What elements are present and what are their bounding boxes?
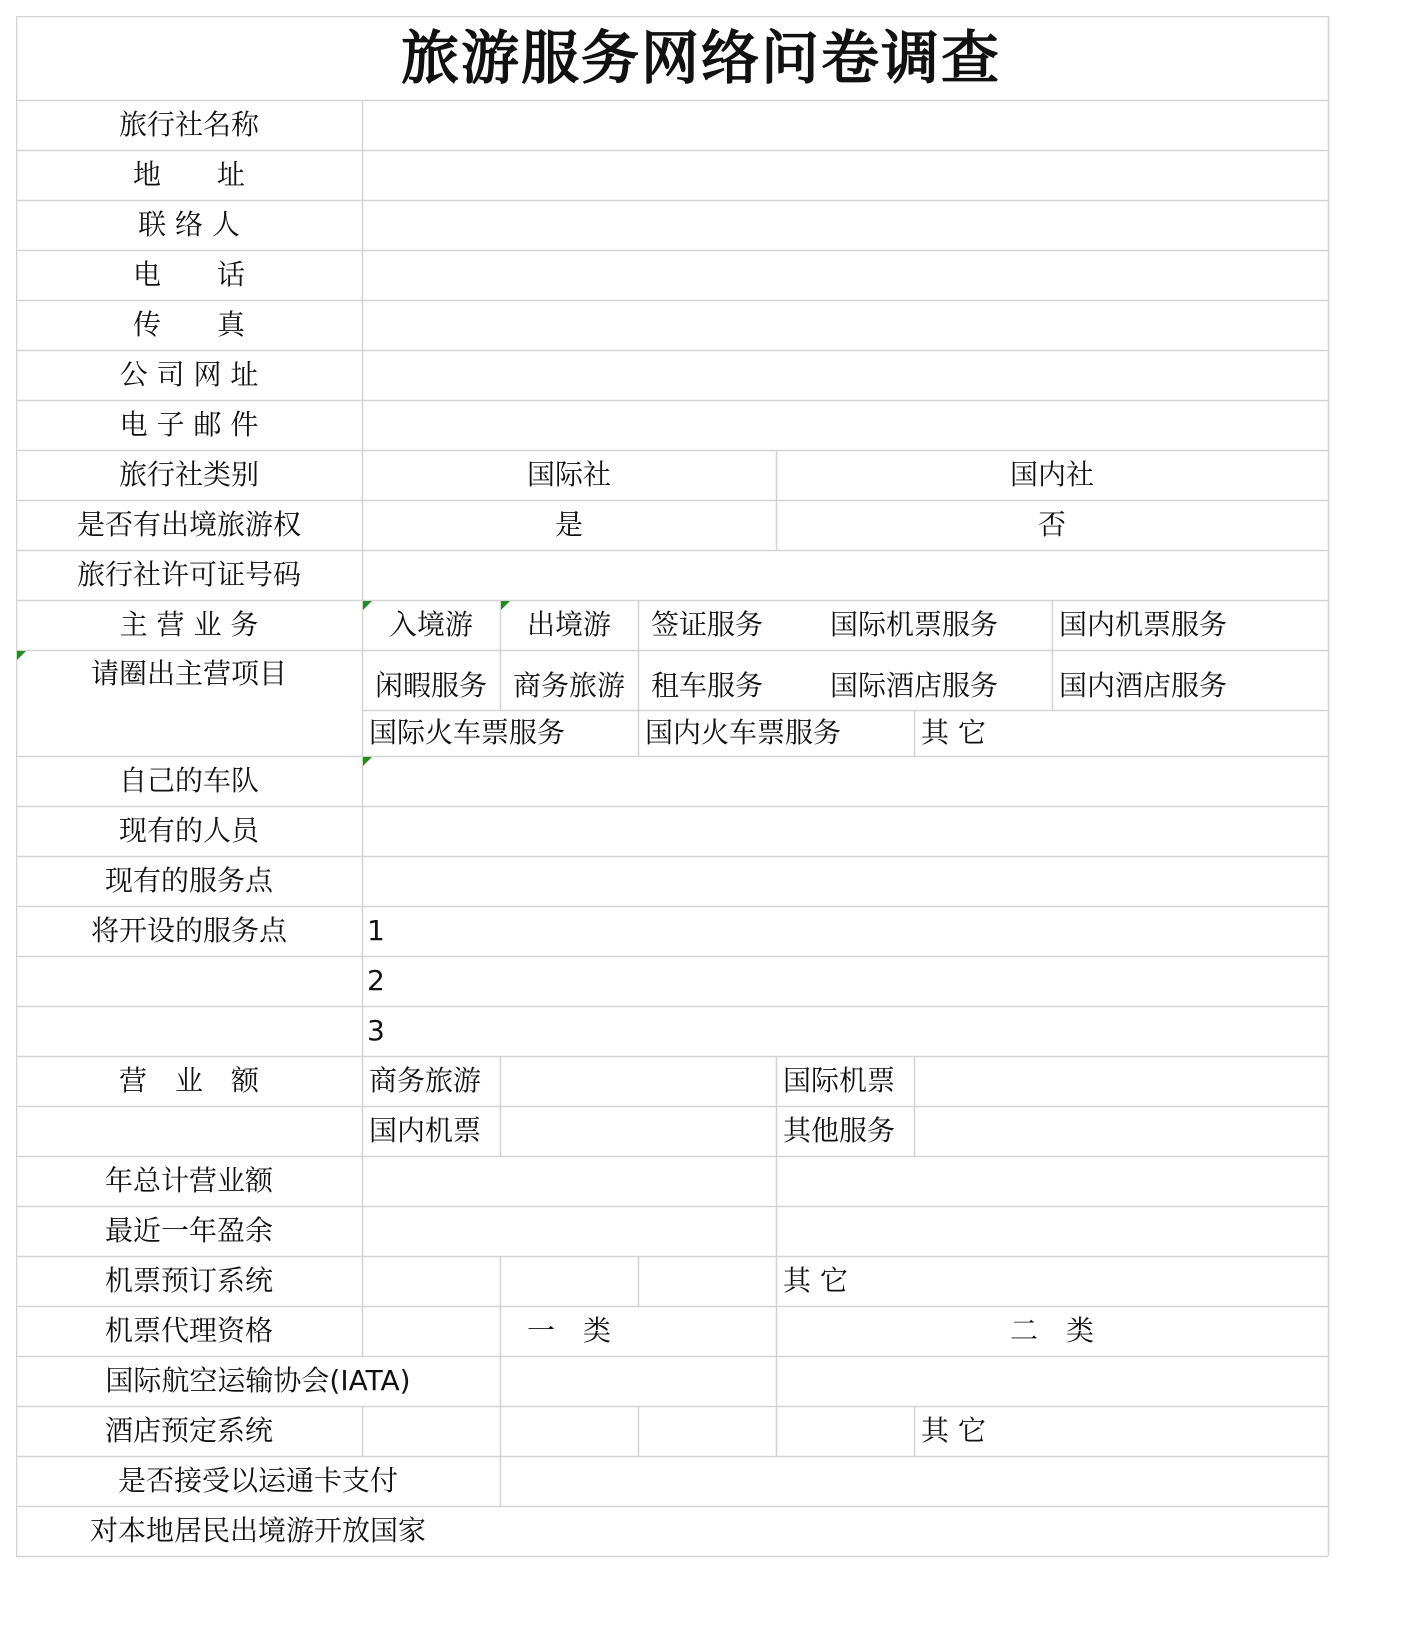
comment-marker[interactable] <box>363 757 372 766</box>
label-outbound-right: 是否有出境旅游权 <box>76 508 301 541</box>
option-dom-hotel[interactable]: 国内酒店服务 <box>1059 669 1228 702</box>
label-agency-name: 旅行社名称 <box>118 108 259 141</box>
label-hotel-system: 酒店预定系统 <box>104 1414 273 1447</box>
ticket-system-other[interactable]: 其 它 <box>783 1264 848 1297</box>
option-domestic-agency[interactable]: 国内社 <box>1009 458 1094 491</box>
label-current-points: 现有的服务点 <box>104 864 273 897</box>
option-yes[interactable]: 是 <box>554 508 583 541</box>
page-title: 旅游服务网络问卷调查 <box>400 24 1001 92</box>
label-current-staff: 现有的人员 <box>118 814 259 847</box>
option-international-agency[interactable]: 国际社 <box>526 458 611 491</box>
label-annual-total: 年总计营业额 <box>104 1164 273 1197</box>
option-class-2[interactable]: 二 类 <box>1009 1314 1094 1347</box>
label-circle-main: 请圈出主营项目 <box>90 657 287 690</box>
revenue-dom-air-label: 国内机票 <box>369 1114 482 1147</box>
revenue-intl-air-label: 国际机票 <box>783 1064 896 1097</box>
label-phone: 电 话 <box>132 258 245 291</box>
revenue-business-label: 商务旅游 <box>369 1064 482 1097</box>
label-own-fleet: 自己的车队 <box>118 764 259 797</box>
planned-point-2[interactable]: 2 <box>367 964 385 997</box>
label-agency-type: 旅行社类别 <box>118 458 259 491</box>
label-license-no: 旅行社许可证号码 <box>76 558 301 591</box>
survey-sheet <box>16 16 1386 1626</box>
label-contact: 联 络 人 <box>138 208 240 241</box>
comment-marker[interactable] <box>363 601 372 610</box>
label-fax: 传 真 <box>132 308 245 341</box>
planned-point-3[interactable]: 3 <box>367 1014 385 1047</box>
label-ticket-agency: 机票代理资格 <box>104 1314 273 1347</box>
option-inbound[interactable]: 入境游 <box>388 608 473 641</box>
comment-marker[interactable] <box>501 601 510 610</box>
option-intl-air[interactable]: 国际机票服务 <box>829 608 998 641</box>
option-outbound[interactable]: 出境游 <box>526 608 611 641</box>
label-open-countries: 对本地居民出境游开放国家 <box>89 1514 426 1547</box>
revenue-other-label: 其他服务 <box>783 1114 896 1147</box>
option-dom-air[interactable]: 国内机票服务 <box>1059 608 1228 641</box>
option-business[interactable]: 商务旅游 <box>512 669 625 702</box>
label-main-business: 主 营 业 务 <box>119 608 259 641</box>
option-no[interactable]: 否 <box>1037 508 1066 541</box>
label-ticket-system: 机票预订系统 <box>104 1264 273 1297</box>
comment-marker[interactable] <box>17 651 26 660</box>
label-travel-card: 是否接受以运通卡支付 <box>117 1464 398 1497</box>
label-planned-points: 将开设的服务点 <box>90 914 287 947</box>
label-revenue: 营 业 额 <box>118 1064 259 1097</box>
option-dom-train[interactable]: 国内火车票服务 <box>645 716 842 749</box>
option-intl-train[interactable]: 国际火车票服务 <box>369 716 566 749</box>
option-other-business[interactable]: 其 它 <box>921 716 986 749</box>
planned-point-1[interactable]: 1 <box>367 914 385 947</box>
option-intl-hotel[interactable]: 国际酒店服务 <box>829 669 998 702</box>
option-visa[interactable]: 签证服务 <box>650 608 763 641</box>
option-class-1[interactable]: 一 类 <box>526 1314 611 1347</box>
label-email: 电 子 邮 件 <box>119 408 259 441</box>
option-leisure[interactable]: 闲暇服务 <box>374 669 487 702</box>
label-recent-surplus: 最近一年盈余 <box>104 1214 273 1247</box>
label-iata: 国际航空运输协会(IATA) <box>105 1364 411 1397</box>
label-address: 地 址 <box>132 158 245 191</box>
option-car-rental[interactable]: 租车服务 <box>650 669 763 702</box>
hotel-system-other[interactable]: 其 它 <box>921 1414 986 1447</box>
label-website: 公 司 网 址 <box>119 358 259 391</box>
